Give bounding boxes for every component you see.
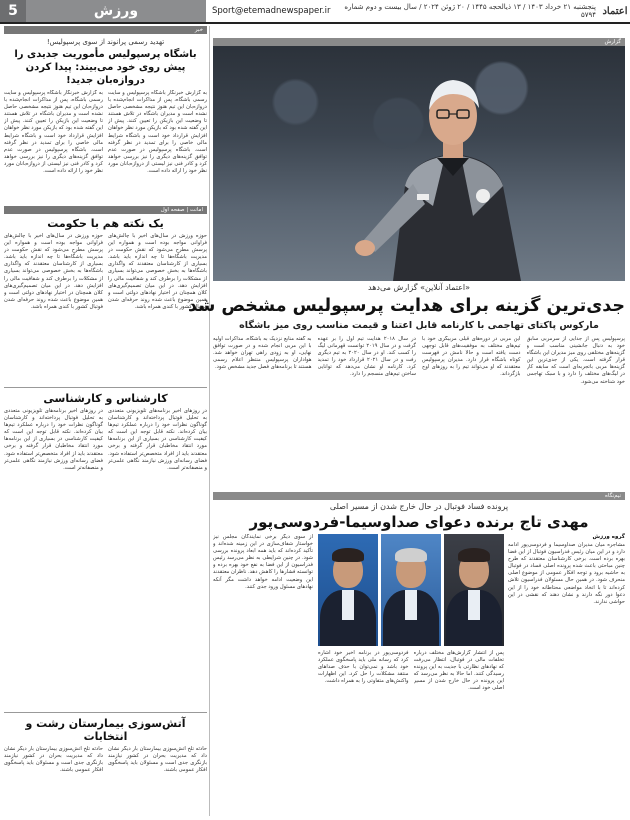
date-line: پنجشنبه ۲۱ خرداد ۱۴۰۳ / ۱۳ ذیالحجه ۱۴۴۵ / ۲۰ ژوئن ۲۰۲۴ / سال بیست و دوم شماره ۵۷۹۴ (344, 3, 596, 19)
news-strip: خبر (4, 26, 207, 34)
section-email[interactable]: Sport@etemadnewspaper.ir (212, 6, 331, 16)
masthead-bar (0, 0, 630, 24)
main-subheadline: مارکوس پاکتای تهاجمی با کارنامه قابل اعتنا و قیمت مناسب روی میز باشگاه (239, 320, 599, 331)
coach-figure (353, 66, 553, 281)
portrait-hair (332, 548, 364, 562)
story-body-columns (4, 233, 207, 383)
story-headline[interactable]: یک نکته هم با حکومت (47, 217, 164, 230)
report-tag (213, 38, 625, 46)
story-body: حوزه ورزش در سال‌های اخیر با چالش‌های فراوانی مواجه بوده است و همواره این پرسش مطرح می‌شود که نقش حکومت در مدیریت باشگاه‌ها تا چه اندازه باید باشد. بسیاری از کارشناسان معتقدند که واگذاری باشگاه‌ها به بخش خصوصی می‌تواند بسیاری از مشکلات را برطرف کند و شفافیت مالی را افزایش دهد. در این میان تصمیم‌گیری‌های کلان همچنان در اختیار نهادهای دولتی است و همین موضوع باعث شده روند حرفه‌ای شدن فوتبال کشور با کندی همراه باشد. (108, 233, 207, 310)
second-story-middle-columns (318, 650, 504, 816)
portrait-hair (458, 548, 490, 562)
story-body-columns (4, 90, 207, 202)
second-story-left-column (213, 534, 313, 820)
story-goalkeeper (4, 38, 207, 202)
byline: گروه ورزش (592, 534, 625, 540)
second-story-band (213, 492, 625, 500)
main-body-column: پرسپولیس پس از جدایی از سرمربی سابق خود به دنبال جانشینی مناسب است و گزینه‌های مختلفی روی میز مدیران این باشگاه قرار گرفته است. یکی از جدی‌ترین این گزینه‌ها مربی باتجربه‌ای است که سابقه کار در لیگ‌های مختلف را دارد و با سبک تهاجمی خود شناخته می‌شود. (526, 336, 625, 385)
portrait-shirt (468, 590, 480, 620)
story-government (4, 217, 207, 383)
story-body: به گزارش خبرنگار باشگاه پرسپولیس و سایت رسمی باشگاه، پس از مذاکرات انجام‌شده با دروازه‌بان این تیم هنوز نتیجه مشخصی حاصل نشده است و مدیران باشگاه در تلاش هستند تا وضعیت این بازیکن را تعیین کنند. پیش از این گفته شده بود که بازیکن مورد نظر خواهان افزایش قرارداد خود است و باشگاه شرایط مالی خاصی را برای تمدید در نظر گرفته است. باشگاه پرسپولیس در صورت عدم توافق گزینه‌های دیگری را نیز بررسی خواهد کرد و کادر فنی نیز لیستی از دروازه‌بانان مورد نظر خود را ارائه داده است. (4, 90, 103, 175)
story-body: حوزه ورزش در سال‌های اخیر با چالش‌های فراوانی مواجه بوده است و همواره این پرسش مطرح می‌شود که نقش حکومت در مدیریت باشگاه‌ها تا چه اندازه باید باشد. بسیاری از کارشناسان معتقدند که واگذاری باشگاه‌ها به بخش خصوصی می‌تواند بسیاری از مشکلات را برطرف کند و شفافیت مالی را افزایش دهد. در این میان تصمیم‌گیری‌های کلان همچنان در اختیار نهادهای دولتی است و همین موضوع باعث شده روند حرفه‌ای شدن فوتبال کشور با کندی همراه باشد. (4, 233, 103, 310)
second-story-body: پس از انتشار گزارش‌های مختلف درباره تخلفات مالی در فوتبال، انتظار می‌رفت که نهادهای نظارتی با جدیت به این پرونده رسیدگی کنند. اما حالا به نظر می‌رسد که این پرونده در حال خارج شدن از مسیر اصلی خود است. (413, 650, 504, 692)
main-body-column: به گفته منابع نزدیک به باشگاه، مذاکرات اولیه با این مربی انجام شده و در صورت توافق نهایی، او به زودی راهی تهران خواهد شد. هواداران پرسپولیس منتظر اعلام رسمی هستند تا برنامه‌های فصل جدید مشخص شود. (213, 336, 312, 371)
divider (4, 387, 207, 388)
portrait-photo (381, 534, 441, 646)
story-body: حادثه تلخ آتش‌سوزی بیمارستان بار دیگر نشان داد که مدیریت بحران در کشور نیازمند بازنگری جدی است و مسئولان باید پاسخگوی افکار عمومی باشند. (4, 746, 103, 774)
story-body: حادثه تلخ آتش‌سوزی بیمارستان بار دیگر نشان داد که مدیریت بحران در کشور نیازمند بازنگری جدی است و مسئولان باید پاسخگوی افکار عمومی باشند. (108, 746, 207, 774)
divider (4, 712, 207, 713)
story-body-columns (4, 746, 207, 786)
newspaper-logo: اعتماد (602, 5, 628, 17)
story-experts (4, 392, 207, 708)
portrait-hair (395, 548, 427, 562)
main-story-body (213, 336, 625, 488)
portrait-strip (318, 534, 504, 646)
photo-caption: «اعتماد آنلاین» گزارش می‌دهد (368, 283, 470, 292)
story-kicker: تهدید رسمی پرانوند از سوی پرسپولیس! (46, 38, 165, 46)
second-story-body: از سوی دیگر برخی نمایندگان مجلس نیز خواستار شفاف‌سازی در این زمینه شده‌اند و تأکید کرده‌اند که باید همه ابعاد پرونده بررسی شود. در چنین شرایطی به نظر می‌رسد رئیس فدراسیون از این فضا به نفع خود بهره برده و توانسته فشارها را کاهش دهد. ناظران معتقدند این وضعیت ادامه خواهد داشت مگر آنکه نهادهای مسئول ورود جدی کنند. (213, 534, 313, 590)
portrait-shirt (342, 590, 354, 620)
column-divider (209, 26, 210, 816)
portrait-shirt (405, 590, 417, 620)
story-body: در روزهای اخیر برنامه‌های تلویزیونی متعددی به تحلیل فوتبال پرداخته‌اند و کارشناسان گوناگون نظرات خود را درباره عملکرد تیم‌ها بیان کرده‌اند. نکته قابل توجه این است که کیفیت کارشناسی در بسیاری از این برنامه‌ها مورد انتقاد مخاطبان قرار گرفته و برخی معتقدند باید از افراد متخصص‌تر استفاده شود. فضای رسانه‌ای ورزش نیازمند نگاهی علمی‌تر و منصفانه‌تر است. (108, 408, 207, 471)
story-headline[interactable]: باشگاه پرسپولیس مأموریت جدیدی را پیش روی خود می‌بیند: پیدا کردن دروازه‌بان جدید! (14, 49, 197, 86)
coach-photo (213, 38, 625, 281)
section-title: ورزش (26, 0, 206, 22)
main-body-column: این مربی در دوره‌های قبلی مربیگری خود با تیم‌های مختلف به موفقیت‌های قابل توجهی دست یافته است و حالا نامش در فهرست کوتاه باشگاه قرار دارد. مدیران پرسپولیس معتقدند که او می‌تواند تیم را به روزهای اوج بازگرداند. (422, 336, 521, 378)
second-story-kicker: پرونده فساد فوتبال در حال خارج شدن از مسیر اصلی (329, 502, 509, 511)
story-body: در روزهای اخیر برنامه‌های تلویزیونی متعددی به تحلیل فوتبال پرداخته‌اند و کارشناسان گوناگون نظرات خود را درباره عملکرد تیم‌ها بیان کرده‌اند. نکته قابل توجه این است که کیفیت کارشناسی در بسیاری از این برنامه‌ها مورد انتقاد مخاطبان قرار گرفته و برخی معتقدند باید از افراد متخصص‌تر استفاده شود. فضای رسانه‌ای ورزش نیازمند نگاهی علمی‌تر و منصفانه‌تر است. (4, 408, 103, 471)
page-number: 5 (0, 0, 26, 22)
second-story-body: مشاجره میان مدیران صداوسیما و فردوسی‌پور ادامه دارد و در این میان رئیس فدراسیون فوتبال از این فضا بهره برده است. برخی کارشناسان معتقدند که طرح چنین مباحثی باعث شده پرونده اصلی فساد در فوتبال به حاشیه برود و توجه افکار عمومی از موضوع اصلی منحرف شود. در همین حال مسئولان فدراسیون تلاش کرده‌اند تا با اتخاذ مواضعی محتاطانه خود را از این دعوا دور نگه دارند و نشان دهند که نقشی در این حواشی ندارند. (508, 542, 625, 605)
story-headline[interactable]: کارشناس و کارشناسی (43, 392, 168, 405)
story-hospital-fire (4, 717, 207, 786)
story-body-columns (4, 408, 207, 708)
story-body: به گزارش خبرنگار باشگاه پرسپولیس و سایت رسمی باشگاه، پس از مذاکرات انجام‌شده با دروازه‌بان این تیم هنوز نتیجه مشخصی حاصل نشده است و مدیران باشگاه در تلاش هستند تا وضعیت این بازیکن را تعیین کنند. پیش از این گفته شده بود که بازیکن مورد نظر خواهان افزایش قرارداد خود است و باشگاه شرایط مالی خاصی را برای تمدید در نظر گرفته است. باشگاه پرسپولیس در صورت عدم توافق گزینه‌های دیگری را نیز بررسی خواهد کرد و کادر فنی نیز لیستی از دروازه‌بانان مورد نظر خود را ارائه داده است. (108, 90, 207, 175)
left-column (4, 26, 207, 816)
second-story-headline[interactable]: مهدی تاج برنده دعوای صداوسیما-فردوسی‌پور (249, 513, 589, 531)
main-body-column: در سال ۲۰۱۸ هدایت تیم اول را بر عهده گرفت و در سال ۲۰۱۹ توانست قهرمانی لیگ را کسب کند. او در سال ۲۰۲۰ به تیم دیگری رفت و در سال ۲۰۲۱ قرارداد خود را تمدید کرد. کارنامه او نشان می‌دهد که توانایی ساختن تیم‌های منسجم را دارد. (317, 336, 416, 378)
second-story-right-column (508, 534, 625, 816)
portrait-photo (318, 534, 378, 646)
report-tag-label: گزارش (604, 39, 621, 45)
portrait-photo (444, 534, 504, 646)
second-story-tag: نیم‌نگاه (605, 493, 621, 499)
story-headline[interactable]: آتش‌سوزی بیمارستان رشت و انتخابات (25, 717, 186, 743)
main-headline[interactable]: جدی‌ترین گزینه برای هدایت پرسپولیس مشخص شد (188, 296, 625, 316)
second-story-body: فردوسی‌پور در برنامه اخیر خود اشاره کرد که رسانه ملی باید پاسخگوی عملکرد خود باشد و نمی‌توان با حذف صداهای منتقد مشکلات را حل کرد. این اظهارات واکنش‌های متفاوتی را به همراه داشت. (318, 650, 409, 685)
column-strip: امانت | صفحه اول (4, 206, 207, 214)
